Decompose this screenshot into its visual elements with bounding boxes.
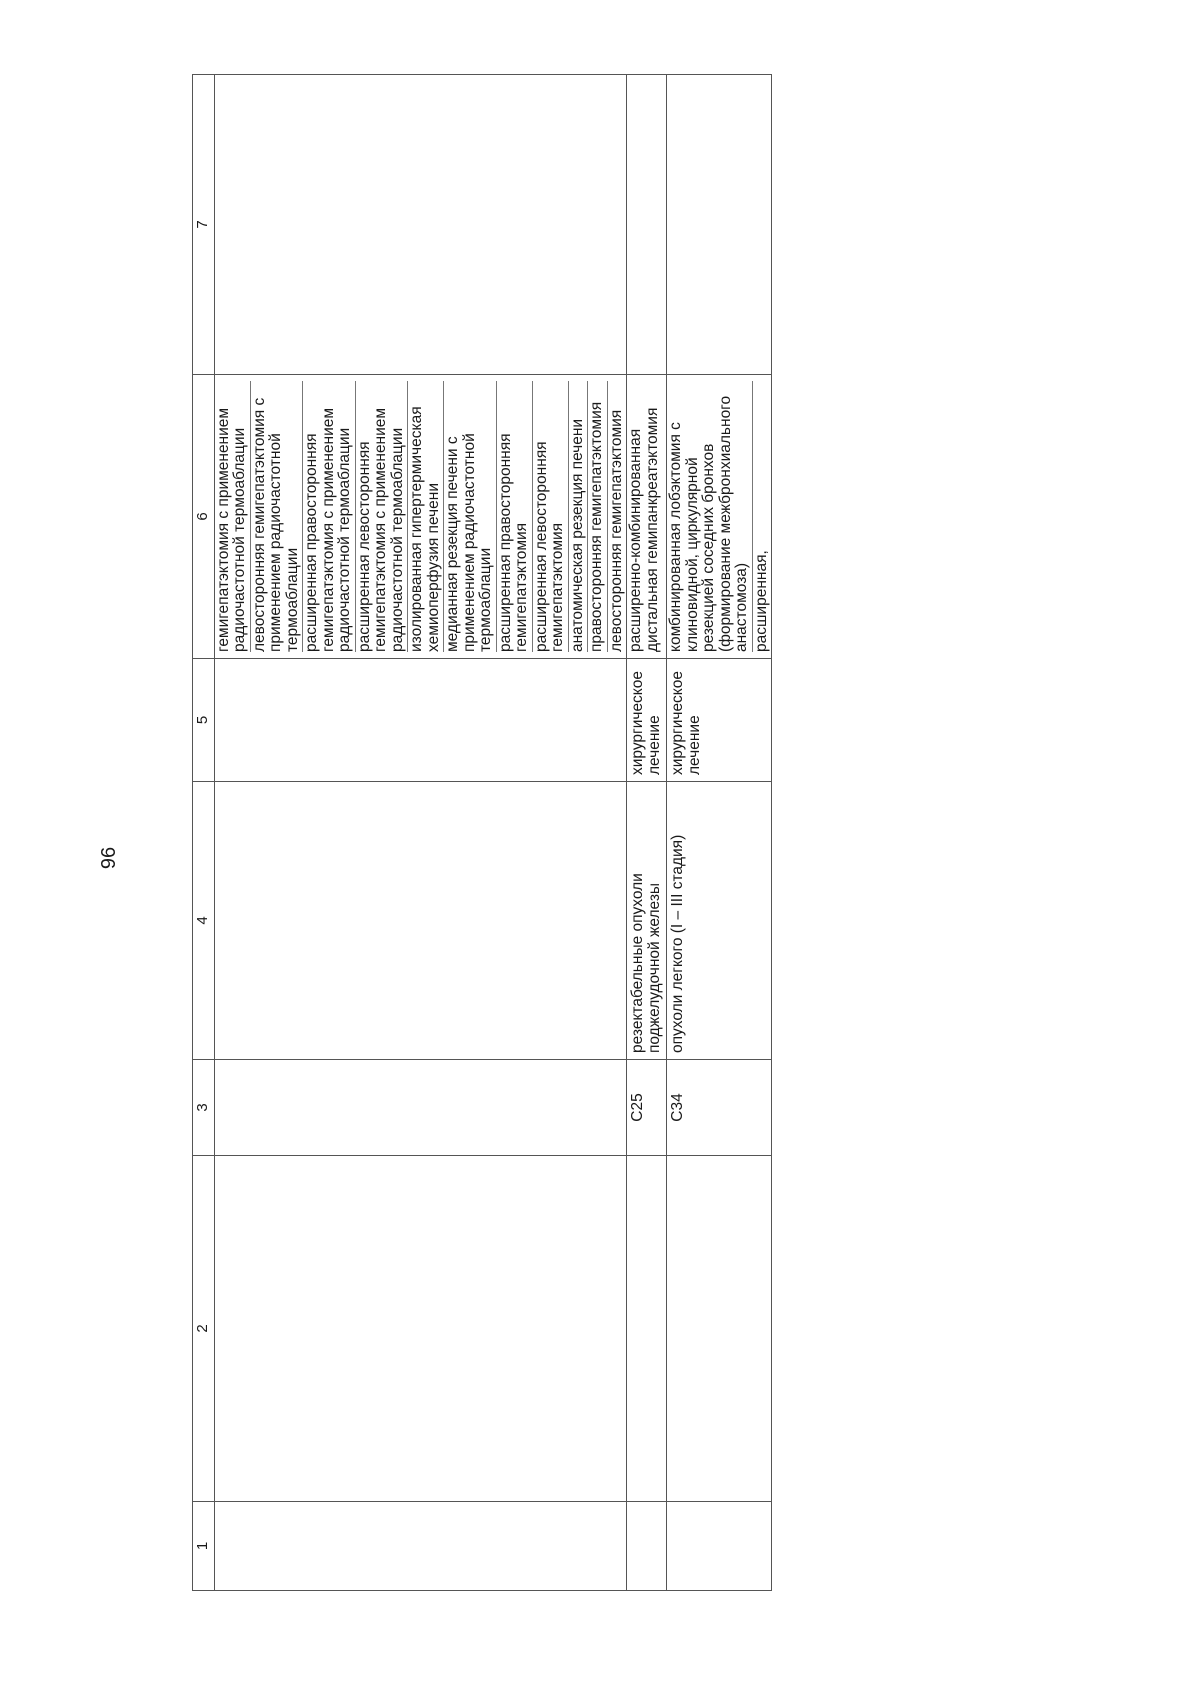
procedure-item: расширенная правосторонняя гемигепатэктомия с применением радиочастотной термоаблации	[303, 381, 356, 652]
condition-cell: резектабельные опухоли поджелудочной железы	[627, 782, 667, 1060]
procedure-list	[667, 375, 772, 659]
column-header: 5	[193, 659, 215, 782]
procedure-item: расширенная левосторонняя гемигепатэктомия	[533, 381, 569, 652]
column-header: 2	[193, 1156, 215, 1502]
procedure-item: анатомическая резекция печени	[569, 381, 589, 652]
procedure-item: левосторонняя гемигепатэктомия с применением радиочастотной термоаблации	[251, 381, 304, 652]
rotated-page-content	[192, 75, 1092, 1591]
table-row-c25	[627, 75, 667, 1591]
procedure-item: расширенная правосторонняя гемигепатэктомия	[497, 381, 533, 652]
table-row-c34	[667, 75, 772, 1591]
column-header: 4	[193, 782, 215, 1060]
condition-cell: опухоли легкого (I – III стадия)	[667, 782, 772, 1060]
procedure-item: правосторонняя гемигепатэктомия	[588, 381, 608, 652]
column-header: 3	[193, 1060, 215, 1156]
procedure-list	[627, 375, 667, 659]
treatment-cell: хирургическое лечение	[667, 659, 772, 782]
column-header: 7	[193, 75, 215, 375]
procedure-item: комбинированная лобэктомия с клиновидной, циркулярной резекцией соседних бронхов (формирование межбронхиального анастомоза)	[667, 381, 753, 652]
column-header: 1	[193, 1502, 215, 1591]
diagnosis-code: C25	[627, 1060, 667, 1156]
procedure-item: расширенно-комбинированная дистальная гемипанкреатэктомия	[627, 407, 661, 652]
column-header: 6	[193, 375, 215, 659]
treatment-cell: хирургическое лечение	[627, 659, 667, 782]
procedure-list	[214, 375, 627, 659]
procedure-item: расширенная левосторонняя гемигепатэктомия с применением радиочастотной термоаблации	[356, 381, 409, 652]
procedure-item: расширенная,	[752, 550, 770, 652]
diagnosis-code: C34	[667, 1060, 772, 1156]
page-number: 96	[98, 846, 120, 870]
table-header-row	[193, 75, 215, 1591]
procedure-item: медианная резекция печени с применением радиочастотной термоаблации	[444, 381, 497, 652]
table-row-continued	[214, 75, 627, 1591]
procedure-item: гемигепатэктомия с применением радиочастотной термоаблации	[215, 381, 251, 652]
procedure-item: левосторонняя гемигепатэктомия	[607, 409, 625, 652]
procedures-table	[192, 74, 772, 1591]
procedure-item: изолированная гипертермическая хемиоперфузия печени	[408, 381, 444, 652]
